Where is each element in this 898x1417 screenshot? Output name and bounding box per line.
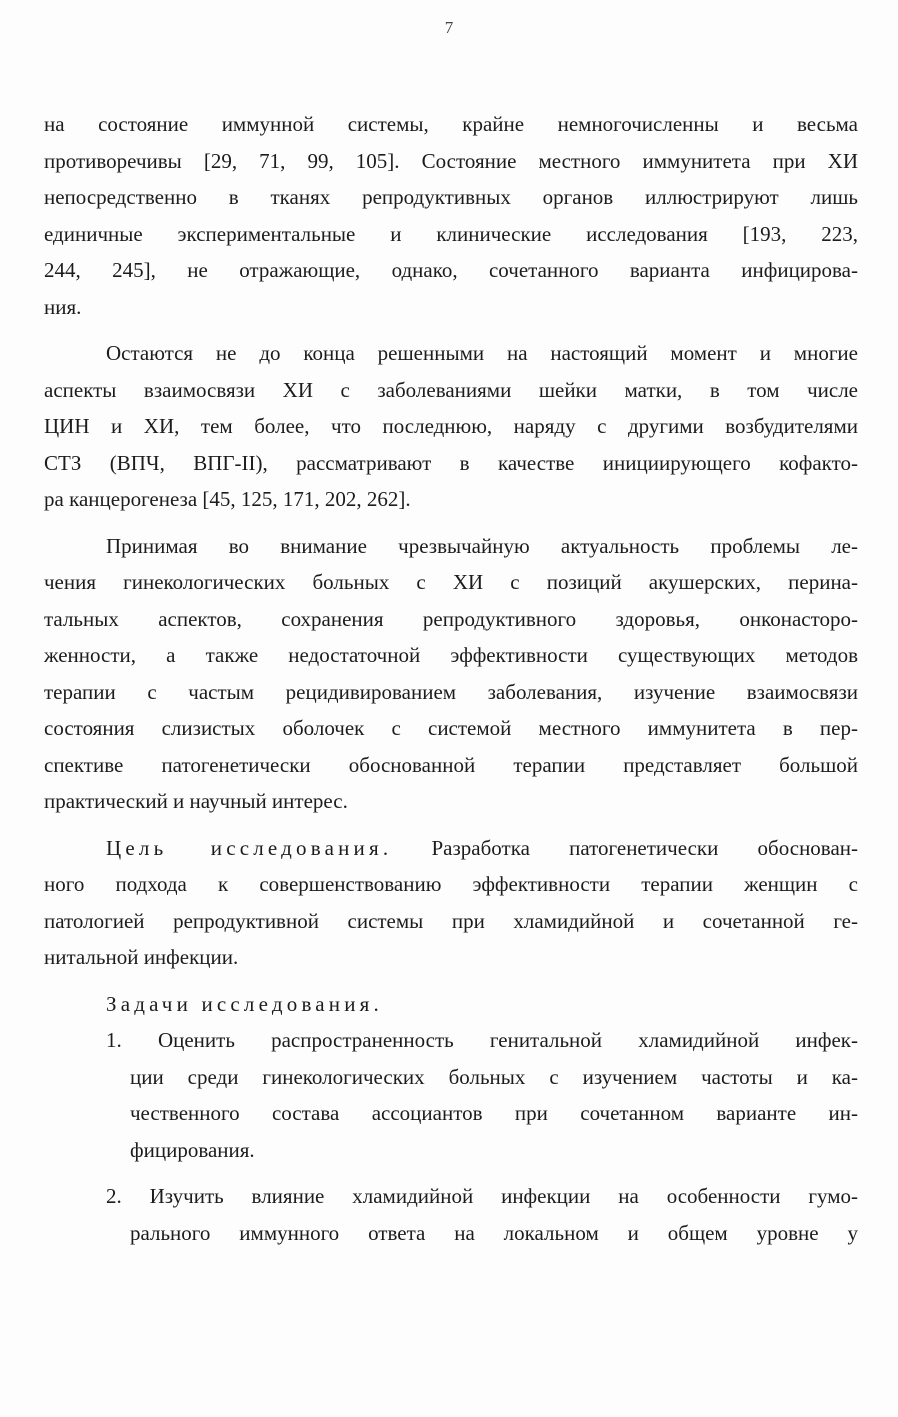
task-item: 2. Изучить влияние хламидийной инфекции на особенности гумо- [106, 1184, 858, 1208]
text-line: ЦИН и ХИ, тем более, что последнюю, наряду с другими возбудителями [44, 414, 858, 438]
text-line: непосредственно в тканях репродуктивных органов иллюстрируют лишь [44, 185, 858, 209]
task-item-continuation: фицирования. [130, 1137, 255, 1162]
page-number: 7 [444, 18, 454, 37]
tasks-heading [44, 986, 858, 1023]
task-item: 1. Оценить распространенность генитальной хламидийной инфек- [106, 1028, 858, 1052]
text-line: ния. [44, 294, 82, 319]
text-line: чения гинекологических больных с ХИ с позиций акушерских, перина- [44, 570, 858, 594]
text-line: аспекты взаимосвязи ХИ с заболеваниями шейки матки, в том числе [44, 377, 858, 402]
goal-line-1 [44, 830, 858, 867]
tasks-label: Задачи исследования. [106, 991, 383, 1016]
text-line: Остаются не до конца решенными на настоящий момент и многие [106, 341, 858, 365]
text-line: женности, а также недостаточной эффективности существующих методов [44, 643, 858, 667]
text-line: на состояние иммунной системы, крайне немногочисленны и весьма [44, 112, 858, 136]
text-line: 244, 245], не отражающие, однако, сочетанного варианта инфицирова- [44, 258, 858, 282]
text-line: ра канцерогенеза [45, 125, 171, 202, 262]. [44, 487, 411, 511]
goal-line-1-text: Разработка патогенетически обоснован- [392, 835, 858, 860]
task-item-continuation: ции среди гинекологических больных с изучением частоты и ка- [130, 1064, 858, 1089]
text-line: тальных аспектов, сохранения репродуктивного здоровья, онконасторо- [44, 606, 858, 631]
text-line: единичные экспериментальные и клинические исследования [193, 223, [44, 221, 858, 246]
body-text [44, 106, 858, 1251]
text-line: СТЗ (ВПЧ, ВПГ-II), рассматривают в качестве инициирующего кофакто- [44, 450, 858, 475]
task-item-continuation: чественного состава ассоциантов при сочетанном варианте ин- [130, 1101, 858, 1125]
goal-line-3: патологией репродуктивной системы при хламидийной и сочетанной ге- [44, 908, 858, 933]
paragraphs [44, 106, 858, 820]
text-line: Принимая во внимание чрезвычайную актуальность проблемы ле- [106, 533, 858, 558]
text-line: практический и научный интерес. [44, 789, 348, 813]
text-line: противоречивы [29, 71, 99, 105]. Состояние местного иммунитета при ХИ [44, 148, 858, 173]
task-item-continuation: рального иммунного ответа на локальном и общем уровне у [130, 1220, 858, 1245]
goal-label: Цель исследования. [106, 835, 393, 860]
goal-line-4: нитальной инфекции. [44, 945, 239, 969]
text-line: терапии с частым рецидивированием заболевания, изучение взаимосвязи [44, 679, 858, 704]
text-line: состояния слизистых оболочек с системой местного иммунитета в пер- [44, 716, 858, 740]
task-list [44, 1022, 858, 1251]
text-line: спективе патогенетически обоснованной терапии представляет большой [44, 752, 858, 777]
goal-line-2: ного подхода к совершенствованию эффективности терапии женщин с [44, 872, 858, 896]
